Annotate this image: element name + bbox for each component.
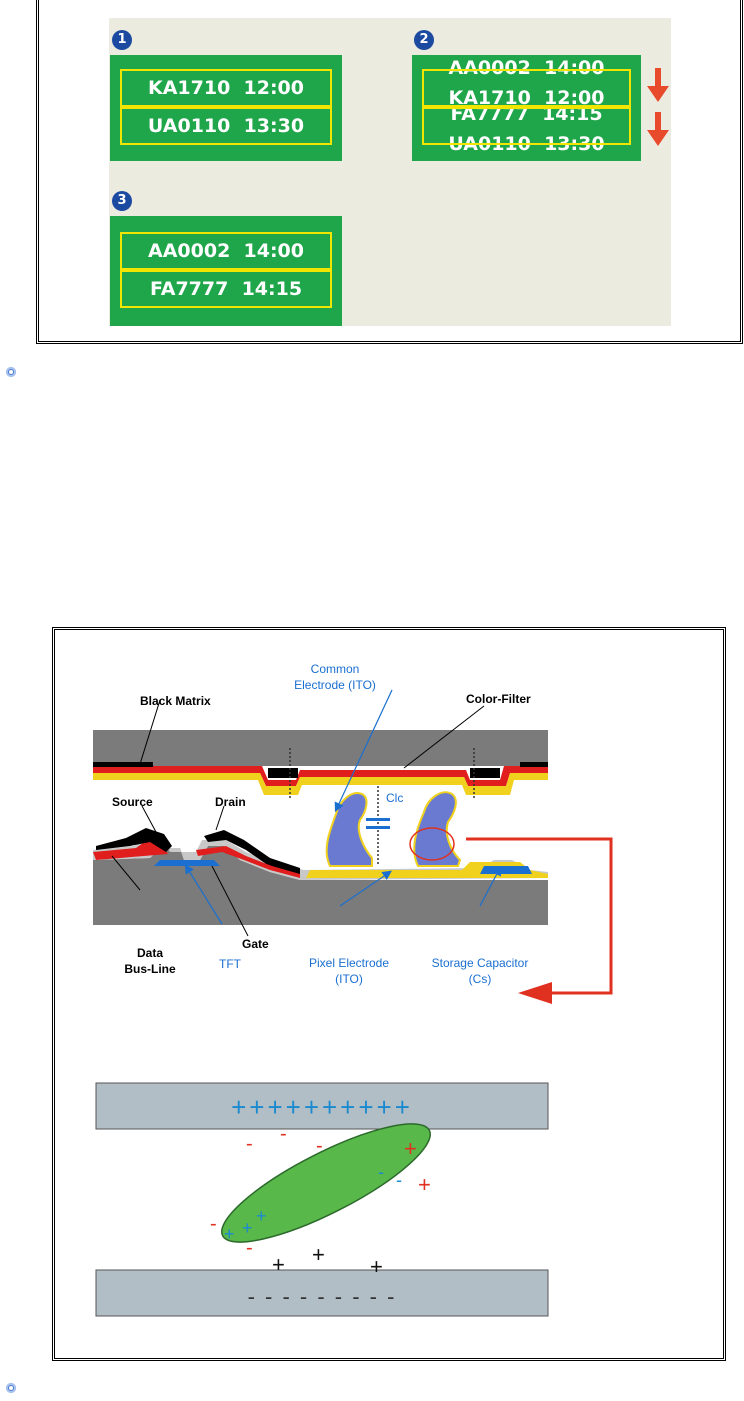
board2-row-4: UA0110 13:30 (448, 133, 605, 155)
svg-text:+: + (370, 1254, 383, 1279)
board2-row-1: AA0002 14:00 (448, 57, 605, 79)
label-storage-capacitor-1: Storage Capacitor (431, 956, 529, 970)
label-black-matrix: Black Matrix (140, 694, 211, 708)
svg-text:+: + (256, 1206, 267, 1226)
label-pixel-electrode-1: Pixel Electrode (308, 956, 390, 970)
upper-plate-charges: ++++++++++ (231, 1092, 413, 1122)
board1-row-2: UA0110 13:30 (120, 107, 332, 145)
label-common-electrode-1: Common (310, 662, 360, 676)
svg-text:-: - (396, 1170, 402, 1190)
svg-text:+: + (224, 1224, 235, 1244)
svg-text:-: - (246, 1133, 253, 1155)
label-source: Source (112, 795, 153, 809)
svg-text:-: - (378, 1162, 384, 1182)
black-matrix-strip-4 (520, 762, 548, 767)
svg-text:-: - (316, 1135, 323, 1157)
label-clc: Clc (386, 791, 404, 805)
board3-row-1: AA0002 14:00 (120, 232, 332, 270)
step-badge-3: 3 (112, 191, 132, 211)
black-matrix-strip-2 (268, 768, 298, 778)
top-glass-substrate (93, 730, 548, 766)
label-common-electrode-2: Electrode (ITO) (294, 678, 376, 692)
label-storage-capacitor-2: (Cs) (468, 972, 492, 986)
board3-row-2: FA7777 14:15 (120, 270, 332, 308)
lower-plate-charges: - - - - - - - - - (247, 1284, 397, 1309)
svg-text:+: + (312, 1242, 325, 1267)
label-data-bus-2: Bus-Line (124, 962, 176, 976)
svg-text:-: - (246, 1237, 253, 1259)
svg-text:-: - (280, 1123, 287, 1145)
label-pixel-electrode-2: (ITO) (335, 972, 363, 986)
svg-text:+: + (242, 1218, 253, 1238)
svg-text:+: + (272, 1252, 285, 1277)
svg-text:-: - (210, 1213, 217, 1235)
step-badge-1: 1 (112, 30, 132, 50)
step-badge-2: 2 (414, 30, 434, 50)
tft-gate (154, 860, 220, 866)
label-drain: Drain (215, 795, 246, 809)
storage-capacitor (480, 866, 532, 874)
label-data-bus-1: Data (136, 946, 164, 960)
board1-row-1: KA1710 12:00 (120, 69, 332, 107)
board2-row-3: FA7777 14:15 (450, 103, 603, 125)
label-tft: TFT (219, 957, 241, 971)
bullet-icon-2 (6, 1383, 16, 1393)
label-color-filter: Color-Filter (466, 692, 531, 706)
zoom-arrow-head (518, 982, 552, 1004)
board2-row-2: KA1710 12:00 (448, 87, 605, 109)
lc-molecule-left (327, 793, 372, 866)
clc-capacitor-top (366, 818, 390, 821)
black-matrix-strip-1 (93, 762, 153, 767)
label-gate: Gate (242, 937, 269, 951)
svg-text:+: + (418, 1172, 431, 1197)
bottom-glass-substrate (93, 846, 548, 925)
clc-capacitor-bottom (366, 826, 390, 829)
svg-text:+: + (404, 1136, 417, 1161)
